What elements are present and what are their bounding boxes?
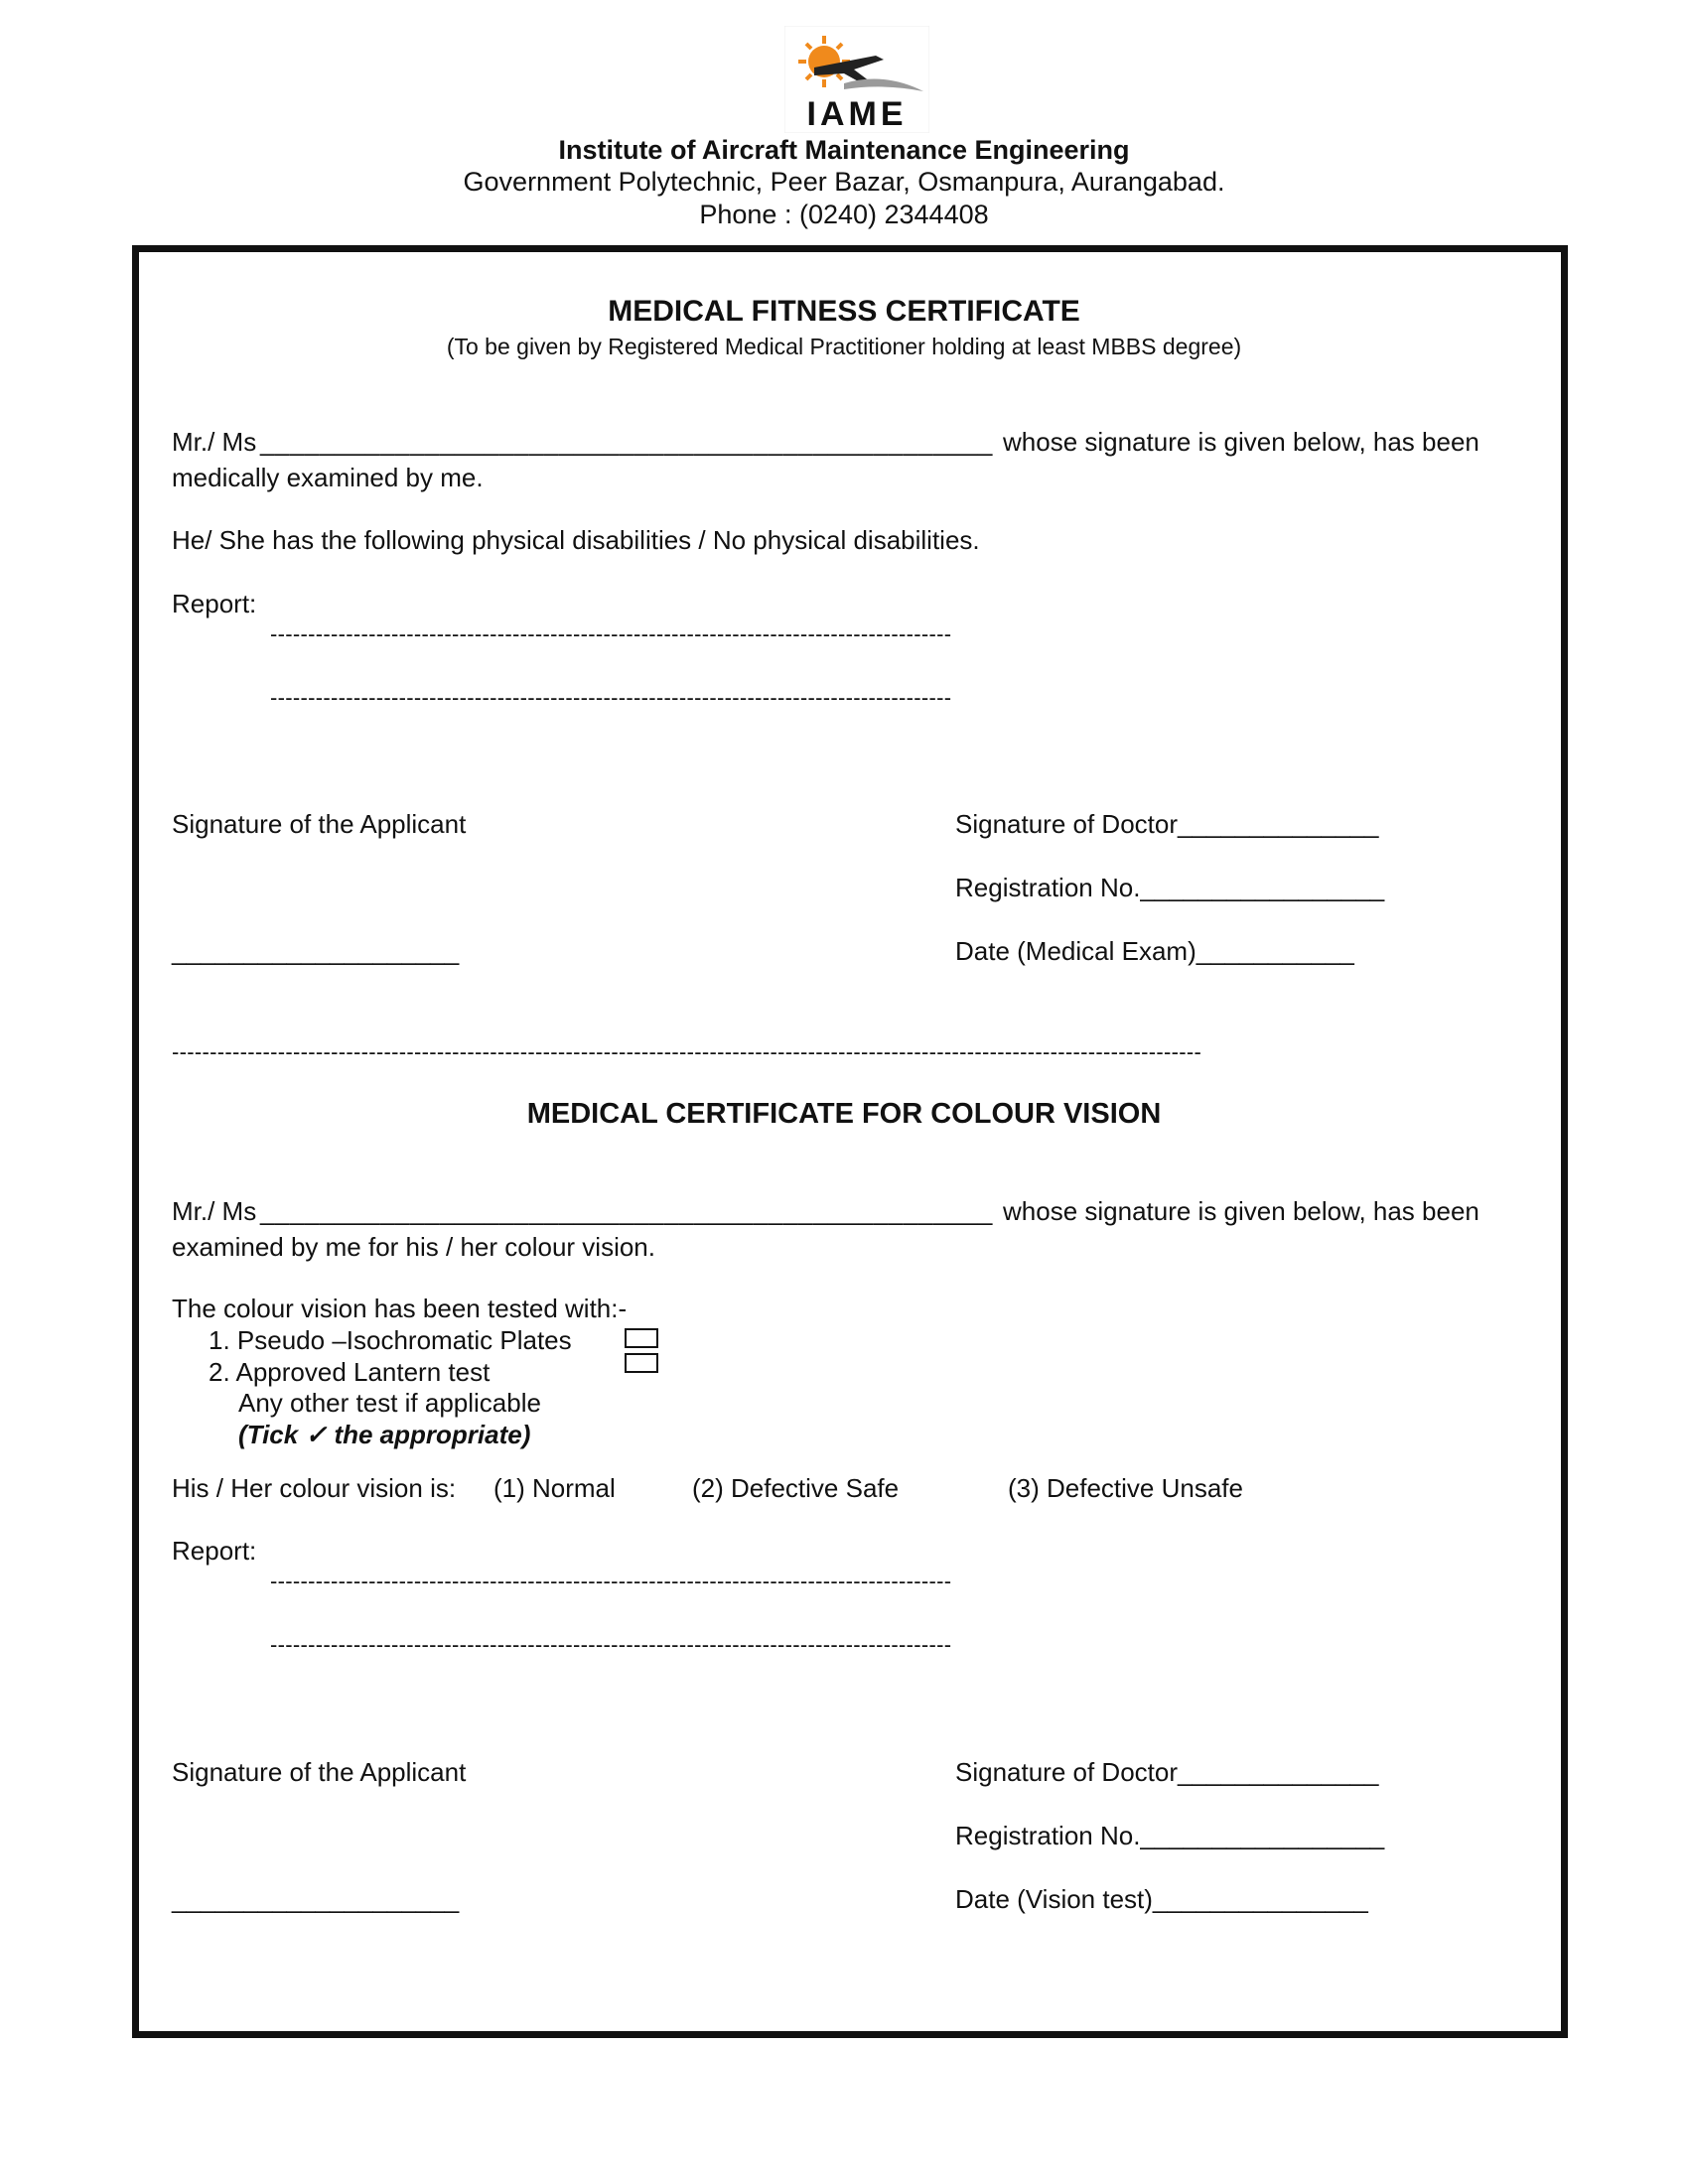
colour-other-test: Any other test if applicable <box>238 1388 541 1418</box>
colour-sig-doctor[interactable]: Signature of Doctor______________ <box>955 1757 1379 1787</box>
option-normal[interactable]: (1) Normal <box>493 1473 616 1503</box>
colour-test-1: 1. Pseudo –Isochromatic Plates <box>209 1325 572 1355</box>
colour-name-field[interactable]: _________________________________________________ <box>260 1196 993 1226</box>
colour-report-label: Report: <box>172 1536 257 1566</box>
option-defective-safe[interactable]: (2) Defective Safe <box>692 1473 900 1503</box>
colour-test-2: 2. Approved Lantern test <box>209 1357 491 1387</box>
fitness-name-field[interactable]: _________________________________________________ <box>260 427 993 457</box>
colour-applicant-signature-field[interactable]: ____________________ <box>172 1884 460 1914</box>
fitness-report-label: Report: <box>172 589 257 618</box>
fitness-disabilities: He/ She has the following physical disabilities / No physical disabilities. <box>172 525 980 555</box>
logo-text: IAME <box>806 95 908 133</box>
fitness-sig-applicant-label: Signature of the Applicant <box>172 809 467 839</box>
fitness-applicant-signature-field[interactable]: ____________________ <box>172 936 460 966</box>
institute-name: Institute of Aircraft Maintenance Engineering <box>558 135 1130 165</box>
fitness-registration-no[interactable]: Registration No._________________ <box>955 873 1385 902</box>
colour-vision-test-date[interactable]: Date (Vision test)_______________ <box>955 1884 1368 1914</box>
colour-name-prefix: Mr./ Ms <box>172 1196 257 1226</box>
colour-report-line-1[interactable]: ------------------------------------------------------------------------------------------ <box>270 1569 952 1593</box>
colour-tested-with: The colour vision has been tested with:- <box>172 1294 628 1323</box>
fitness-name-prefix: Mr./ Ms <box>172 427 257 457</box>
test-2-checkbox[interactable] <box>625 1353 658 1373</box>
colour-vision-is: His / Her colour vision is: <box>172 1473 457 1503</box>
fitness-report-line-2[interactable]: ------------------------------------------------------------------------------------------ <box>270 685 952 710</box>
colour-sig-applicant-label: Signature of the Applicant <box>172 1757 467 1787</box>
colour-tick-note: (Tick ✓ the appropriate) <box>238 1420 531 1449</box>
fitness-title: MEDICAL FITNESS CERTIFICATE <box>608 295 1080 328</box>
fitness-name-suffix: whose signature is given below, has been <box>1003 427 1479 457</box>
colour-name-suffix: whose signature is given below, has been <box>1003 1196 1479 1226</box>
institute-address: Government Polytechnic, Peer Bazar, Osmanpura, Aurangabad. <box>463 167 1225 197</box>
colour-registration-no[interactable]: Registration No._________________ <box>955 1821 1385 1850</box>
fitness-line2: medically examined by me. <box>172 463 484 492</box>
section-separator: ---------------------------------------------------------------------------------------------------------------------------------------- <box>172 1039 1202 1064</box>
fitness-subtitle: (To be given by Registered Medical Practitioner holding at least MBBS degree) <box>446 334 1242 359</box>
test-1-checkbox[interactable] <box>625 1328 658 1348</box>
fitness-sig-doctor[interactable]: Signature of Doctor______________ <box>955 809 1379 839</box>
fitness-exam-date[interactable]: Date (Medical Exam)___________ <box>955 936 1354 966</box>
colour-title: MEDICAL CERTIFICATE FOR COLOUR VISION <box>526 1098 1162 1130</box>
colour-line2: examined by me for his / her colour vision. <box>172 1232 655 1262</box>
fitness-report-line-1[interactable]: ------------------------------------------------------------------------------------------ <box>270 621 952 646</box>
institute-phone: Phone : (0240) 2344408 <box>699 200 989 229</box>
option-defective-unsafe[interactable]: (3) Defective Unsafe <box>1008 1473 1243 1503</box>
colour-report-line-2[interactable]: ------------------------------------------------------------------------------------------ <box>270 1632 952 1657</box>
iame-logo <box>784 26 929 133</box>
